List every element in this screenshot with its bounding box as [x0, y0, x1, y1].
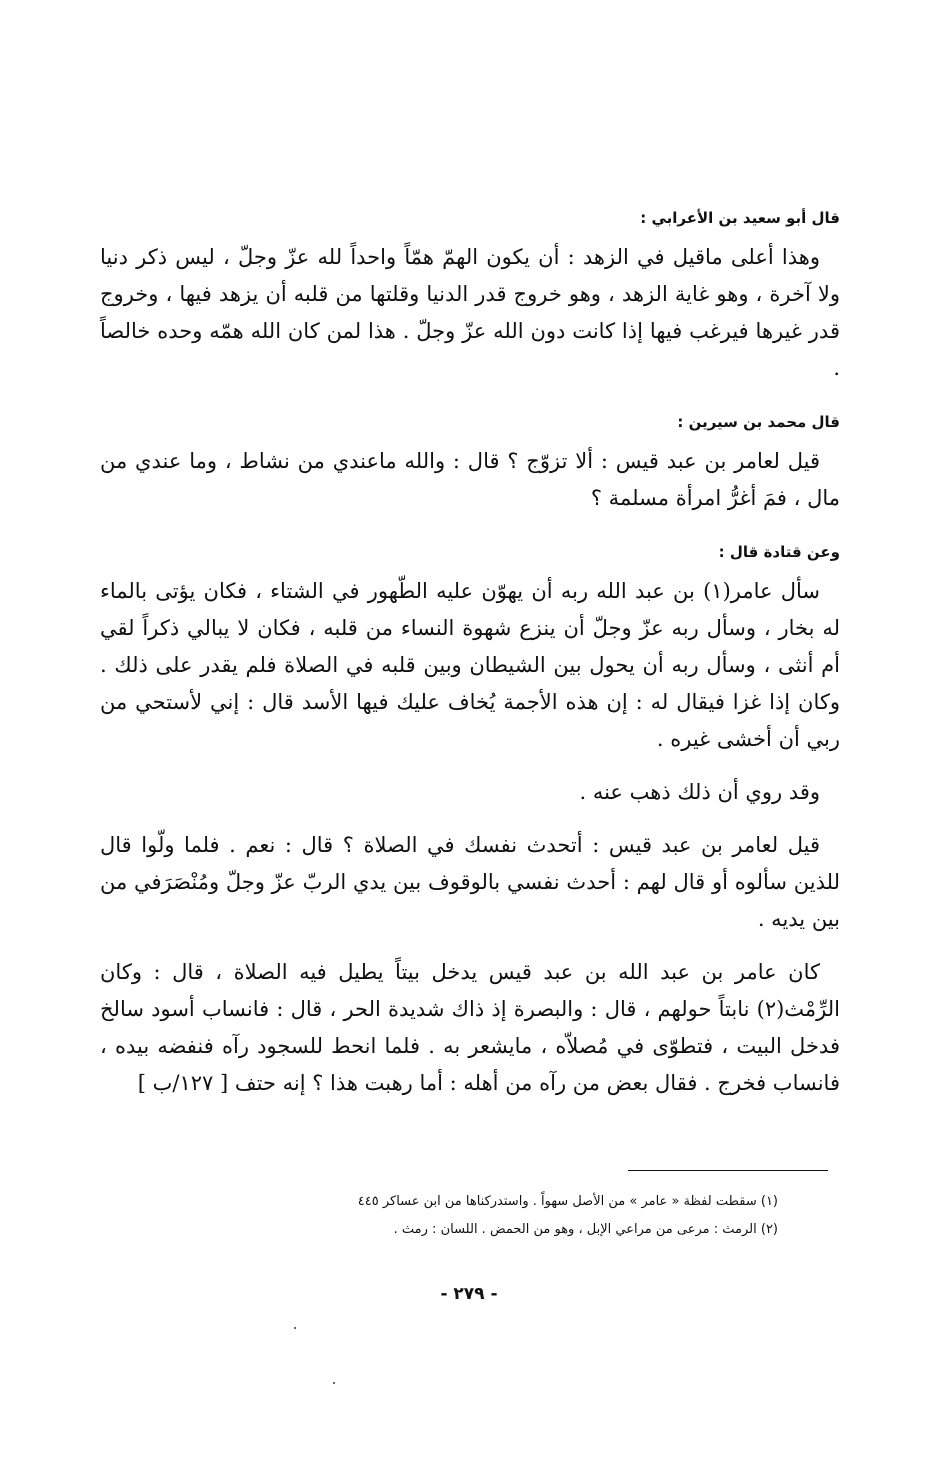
scan-speck [294, 1327, 296, 1329]
scan-speck [333, 1382, 335, 1384]
paragraph-3: سأل عامر(١) بن عبد الله ربه أن يهوّن عليه الطّهور في الشتاء ، فكان يؤتى بالماء له بخار ، وسأل ربه عزّ وجلّ أن ينزع شهوة النساء من قلبه ، فكان لا يبالي ذكراً لقي أم أنثى ، وسأل ربه أن يحول بين الشيطان وبين قلبه في الصلاة فلم يقدر على ذلك . وكان إذا غزا فيقال له : إن هذه الأجمة يُخاف عليك فيها الأسد قال : إني لأستحي من ربي أن أخشى غيره . [100, 579, 840, 751]
page-number: - ٢٧٩ - [440, 1284, 498, 1304]
section-heading-1: قال أبو سعيد بن الأعرابي : [640, 209, 840, 227]
paragraph-2: قيل لعامر بن عبد قيس : ألا تزوّج ؟ قال : والله ماعندي من نشاط ، وما عندي من مال ، فمَ أغرُّ امرأة مسلمة ؟ [100, 449, 840, 510]
paragraph-4: وقد روي أن ذلك ذهب عنه . [579, 780, 820, 804]
footnote-divider [628, 1170, 828, 1171]
paragraph-6: كان عامر بن عبد الله بن عبد قيس يدخل بيتاً يطيل فيه الصلاة ، قال : وكان الرِّمْث(٢) نابتاً حولهم ، قال : والبصرة إذ ذاك شديدة الحر ، قال : فانساب أسود سالخ فدخل البيت ، فتطوّى في مُصلاّه ، مايشعر به . فلما انحط للسجود رآه فنفضه بيده ، فانساب فخرج . فقال بعض من رآه من أهله : أما رهبت هذا ؟ إنه حتف [ ١٢٧/ب ] [100, 960, 840, 1095]
section-heading-3: وعن قتادة قال : [718, 543, 840, 561]
section-heading-2: قال محمد بن سيرين : [677, 413, 840, 431]
footnotes [158, 1188, 778, 1244]
footnote-1: (١) سقطت لفظة « عامر » من الأصل سهواً . واستدركناها من ابن عساكر ٤٤٥ [357, 1194, 778, 1209]
footnote-2: (٢) الرمث : مرعى من مراعي الإبل ، وهو من الحمض . اللسان : رمث . [393, 1222, 778, 1237]
page-body [100, 205, 840, 1102]
paragraph-1: وهذا أعلى ماقيل في الزهد : أن يكون الهمّ همّاً واحداً لله عزّ وجلّ ، ليس ذكر دنيا ولا آخرة ، وهو غاية الزهد ، وهو خروج قدر الدنيا وقلتها من قلبه أن يزهد فيها ، وخروج قدر غيرها فيرغب فيها إذا كانت دون الله عزّ وجلّ . هذا لمن كان الله همّه وحده خالصاً . [100, 245, 840, 380]
paragraph-5: قيل لعامر بن عبد قيس : أتحدث نفسك في الصلاة ؟ قال : نعم . فلما ولّوا قال للذين سألوه أو قال لهم : أحدث نفسي بالوقوف بين يدي الربّ عزّ وجلّ ومُنْصَرَفي من بين يديه . [100, 833, 840, 931]
